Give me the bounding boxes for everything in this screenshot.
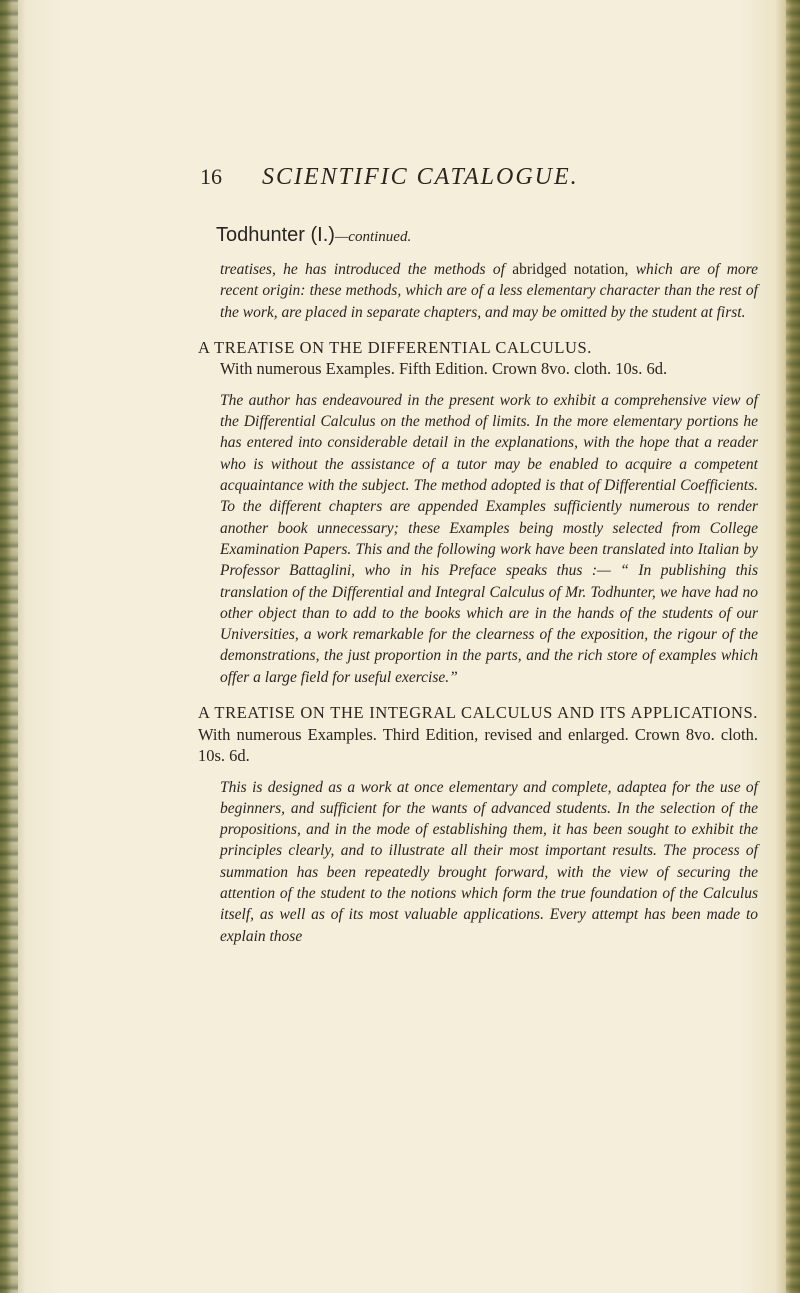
intro-text-roman: abridged notation, [512, 261, 629, 278]
intro-text-a: treatises, he has introduced the methods of [220, 261, 513, 278]
page-binding-edge [0, 0, 18, 1293]
author-name: Todhunter (I.) [216, 224, 335, 246]
catalogue-entry [198, 702, 758, 947]
entry-title-caps: A TREATISE ON THE INTEGRAL CALCULUS AND ITS APPLICATIONS. [198, 703, 758, 723]
intro-paragraph [220, 259, 758, 323]
entry-title [198, 702, 758, 767]
entry-description: This is designed as a work at once elementary and complete, adaptea for the use of beginners, and sufficient for the wants of advanced students. In the selection of the propositions, and in the mode of establishing them, it has been sought to exhibit the principles clearly, and to illustrate all their most important results. The process of summation has been repeatedly brought forward, with the view of securing the attention of the student to the notions which form the true foundation of the Calculus itself, as well as of its most valuable applications. Every attempt has been made to explain those [220, 778, 758, 945]
running-title: SCIENTIFIC CATALOGUE. [262, 164, 579, 190]
page-number: 16 [200, 164, 222, 189]
author-heading [216, 224, 758, 247]
entry-description: The author has endeavoured in the present work to exhibit a comprehensive view of the Differential Calculus on the method of limits. In the more elementary portions he has entered into considerable detail in the explanations, with the hope that a reader who is without the assistance of a tutor may be enabled to acquire a competent acquaintance with the subject. The method adopted is that of Differential Coefficients. To the different chapters are appended Examples sufficiently numerous to render another book unnecessary; these Examples being mostly selected from College Examination Papers. This and the following work have been translated into Italian by Professor Battaglini, who in his Preface speaks thus :— “ In publishing this translation of the Differential and Integral Calculus of Mr. Todhunter, we have had no other object than to add to the books which are in the hands of the students of our Universities, a work remarkable for the clearness of the exposition, the rigour of the demonstrations, the just proportion in the parts, and the rich store of examples which offer a large field for useful exercise.” [220, 391, 758, 686]
catalogue-entry [198, 337, 758, 688]
entry-title [198, 337, 758, 380]
entry-details: With numerous Examples. Fifth Edition. Crown 8vo. cloth. 10s. 6d. [220, 359, 668, 379]
intro-text-b: which are of more recent origin: these methods, which are of a less elementary character than the rest of the work, are placed in separate chapters, and may be omitted by the student at first. [220, 261, 758, 321]
page-outer-edge [786, 0, 800, 1293]
catalogue-content [198, 224, 758, 947]
entry-title-caps: A TREATISE ON THE DIFFERENTIAL CALCULUS. [198, 337, 593, 357]
continued-label: —continued. [334, 229, 412, 245]
page-header [200, 164, 760, 194]
entry-details: With numerous Examples. Third Edition, revised and enlarged. Crown 8vo. cloth. 10s. 6d. [198, 724, 758, 766]
